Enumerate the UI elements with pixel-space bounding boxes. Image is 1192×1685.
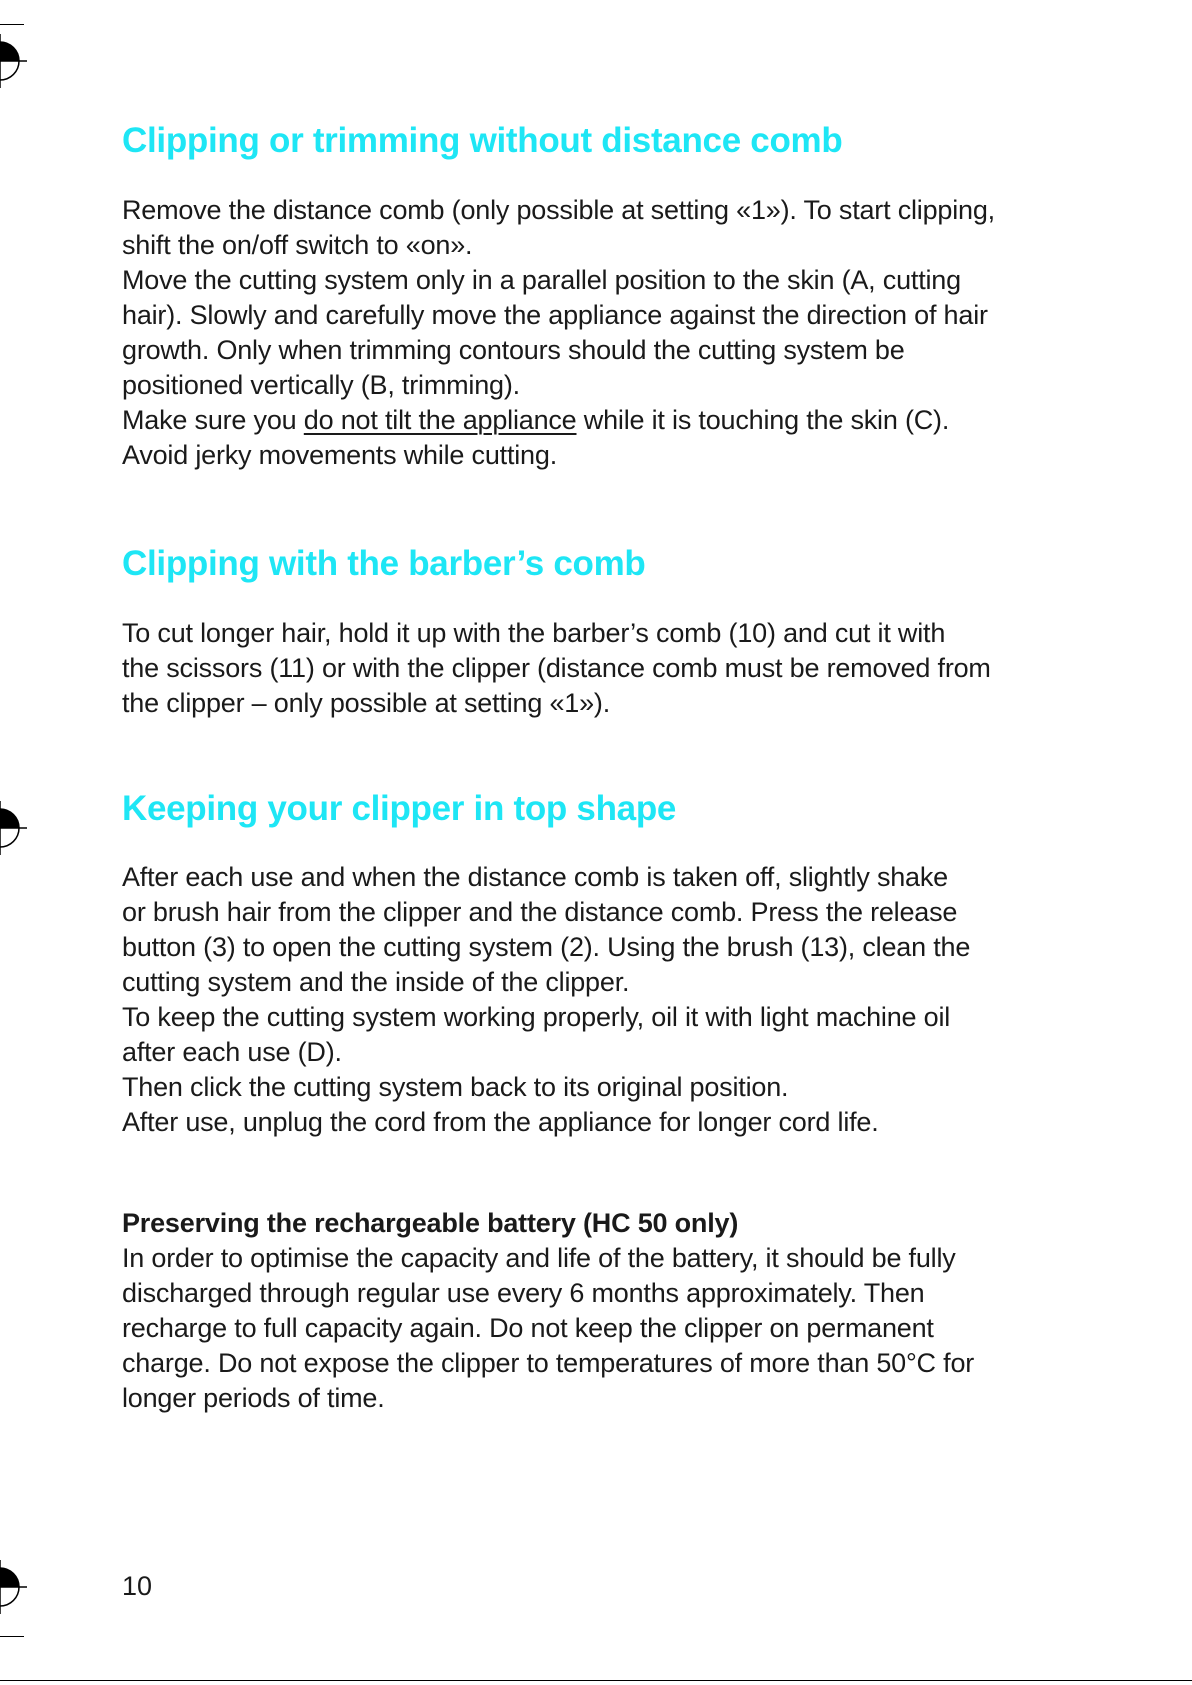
text-line: To keep the cutting system working properly, oil it with light machine oil — [122, 1002, 951, 1032]
section-heading: Clipping with the barber’s comb — [122, 544, 646, 583]
text-line: shift the on/off switch to «on». — [122, 230, 473, 260]
text-line: longer periods of time. — [122, 1383, 385, 1413]
registration-mark-icon — [0, 34, 27, 88]
text-line: Then click the cutting system back to its original position. — [122, 1072, 789, 1102]
section-subheading: Preserving the rechargeable battery (HC 50 only) — [122, 1208, 739, 1238]
section-body — [122, 860, 1097, 1140]
section-body — [122, 1241, 1097, 1416]
text-line: After each use and when the distance comb is taken off, slightly shake — [122, 862, 948, 892]
text-line: charge. Do not expose the clipper to temperatures of more than 50°C for — [122, 1348, 975, 1378]
text-line: cutting system and the inside of the clipper. — [122, 967, 630, 997]
text-line — [122, 403, 1097, 438]
text-line: Avoid jerky movements while cutting. — [122, 440, 557, 470]
text-fragment: while it is touching the skin (C). — [576, 405, 950, 435]
text-fragment: Make sure you — [122, 405, 304, 435]
text-line: or brush hair from the clipper and the distance comb. Press the release — [122, 897, 958, 927]
text-line: recharge to full capacity again. Do not keep the clipper on permanent — [122, 1313, 934, 1343]
text-line: discharged through regular use every 6 months approximately. Then — [122, 1278, 925, 1308]
text-line: Remove the distance comb (only possible at setting «1»). To start clipping, — [122, 195, 995, 225]
text-line: growth. Only when trimming contours should the cutting system be — [122, 335, 905, 365]
crop-mark-top — [0, 24, 24, 25]
text-line: button (3) to open the cutting system (2). Using the brush (13), clean the — [122, 932, 971, 962]
text-line: after each use (D). — [122, 1037, 342, 1067]
section-body — [122, 616, 1097, 721]
registration-mark-icon — [0, 801, 27, 855]
underlined-warning: do not tilt the appliance — [303, 405, 577, 435]
text-line: To cut longer hair, hold it up with the barber’s comb (10) and cut it with — [122, 618, 946, 648]
crop-mark-bottom — [0, 1636, 24, 1637]
trim-line — [0, 1680, 1192, 1681]
text-line: Move the cutting system only in a parallel position to the skin (A, cutting — [122, 265, 961, 295]
text-line: hair). Slowly and carefully move the appliance against the direction of hair — [122, 300, 988, 330]
page-content — [122, 118, 1097, 1416]
text-line: After use, unplug the cord from the appliance for longer cord life. — [122, 1107, 879, 1137]
section-heading: Keeping your clipper in top shape — [122, 789, 677, 828]
text-line: In order to optimise the capacity and life of the battery, it should be fully — [122, 1243, 956, 1273]
text-line: positioned vertically (B, trimming). — [122, 370, 520, 400]
page-number: 10 — [122, 1571, 153, 1601]
text-line: the scissors (11) or with the clipper (distance comb must be removed from — [122, 653, 991, 683]
text-line: the clipper – only possible at setting «1»). — [122, 688, 610, 718]
registration-mark-icon — [0, 1560, 27, 1614]
section-heading: Clipping or trimming without distance comb — [122, 121, 843, 160]
section-body — [122, 193, 1097, 473]
